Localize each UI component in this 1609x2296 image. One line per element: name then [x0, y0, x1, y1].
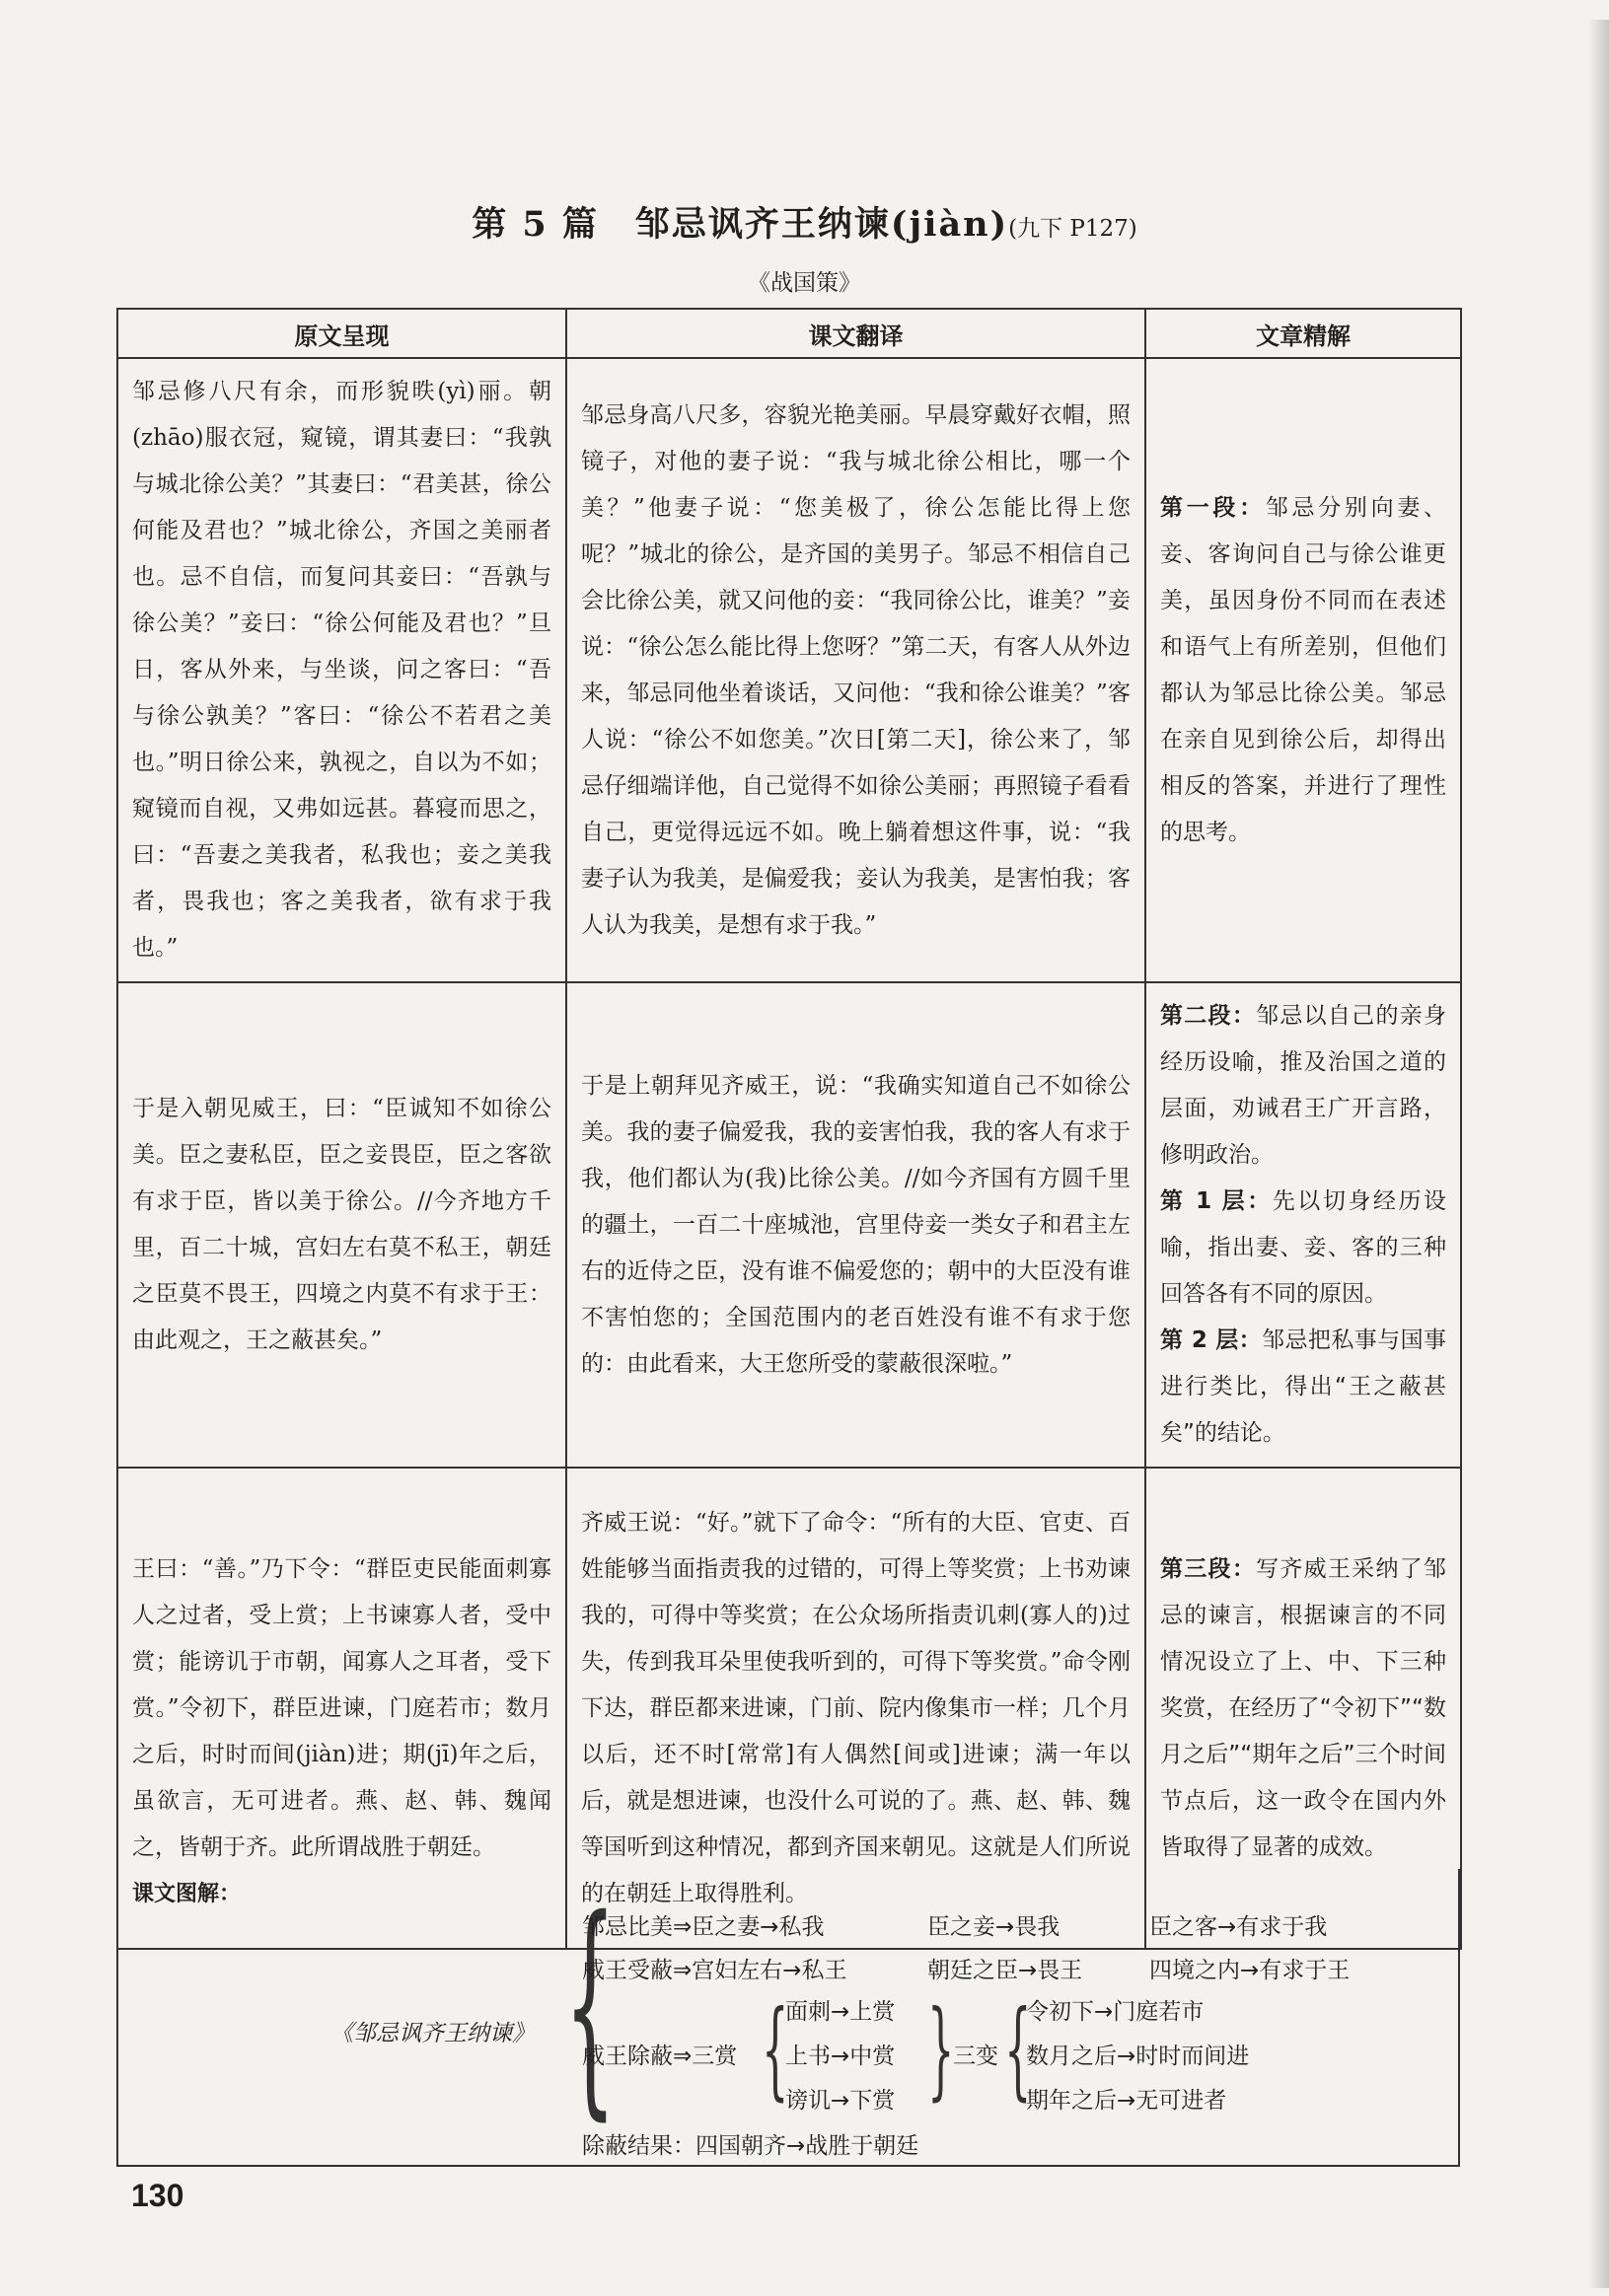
page-edge-shadow [1587, 20, 1609, 2288]
changes-brace-icon: { [1004, 1988, 1032, 2112]
analysis-text: 邹忌分别向妻、妾、客询问自己与徐公谁更美，虽因身份不同而在表述和语气上有所差别，但他们都认为邹忌比徐公美。邹忌在亲自见到徐公后，却得出相反的答案，并进行了理性的思考。 [1160, 494, 1447, 845]
table-row [117, 358, 1461, 982]
analysis-label-layer1: 第 1 层： [1160, 1188, 1273, 1214]
text-diagram [116, 1869, 1460, 2167]
rewards-brace-icon: { [762, 1988, 789, 2112]
column-header-analysis: 文章精解 [1145, 309, 1461, 358]
table-header-row [117, 309, 1461, 358]
change-item: 期年之后→无可进者 [1026, 2088, 1227, 2114]
change-item: 令初下→门庭若市 [1026, 1999, 1205, 2025]
title-text: 第 5 篇 邹忌讽齐王纳谏(jiàn) [472, 204, 1009, 245]
translation-cell: 邹忌身高八尺多，容貌光艳美丽。早晨穿戴好衣帽，照镜子，对他的妻子说：“我与城北徐公相比，哪一个美？”他妻子说：“您美极了，徐公怎能比得上您呢？”城北的徐公，是齐国的美男子。邹忌不相信自己会比徐公美，就又问他的妾：“我同徐公比，谁美？”妾说：“徐公怎么能比得上您呀？”第二天，有客人从外边来，邹忌同他坐着谈话，又问他：“我和徐公谁美？”客人说：“徐公不如您美。”次日[第二天]，徐公来了，邹忌仔细端详他，自己觉得不如徐公美丽；再照镜子看看自己，更觉得远远不如。晚上躺着想这件事，说：“我妻子认为我美，是偏爱我；妾认为我美，是害怕我；客人认为我美，是想有求于我。” [566, 358, 1145, 982]
deceived-node-realm: 四境之内→有求于王 [1149, 1958, 1351, 1983]
source-label: 《战国策》 [748, 270, 861, 296]
diagram-label: 课文图解： [132, 1882, 242, 1906]
deceived-node-court: 朝廷之臣→畏王 [927, 1958, 1083, 1983]
rewards-close-brace-icon: } [927, 1988, 955, 2112]
analysis-label: 第一段： [1160, 494, 1266, 521]
deceived-node-palace: 威王受蔽⇒宫妇左右→私王 [582, 1958, 847, 1983]
original-text-cell: 于是入朝见威王，曰：“臣诚知不如徐公美。臣之妻私臣，臣之妾畏臣，臣之客欲有求于臣，皆以美于徐公。//今齐地方千里，百二十城，宫妇左右莫不私王，朝廷之臣莫不畏王，四境之内莫不有求于王：由此观之，王之蔽甚矣。” [117, 982, 566, 1468]
page-title [0, 197, 1609, 247]
analysis-cell [1145, 358, 1461, 982]
page-number: 130 [131, 2178, 184, 2213]
original-text-cell: 邹忌修八尺有余，而形貌昳(yì)丽。朝(zhāo)服衣冠，窥镜，谓其妻曰：“我孰与城北徐公美？”其妻曰：“君美甚，徐公何能及君也？”城北徐公，齐国之美丽者也。忌不自信，而复问其妾曰：“吾孰与徐公美？”妾曰：“徐公何能及君也？”旦日，客从外来，与坐谈，问之客曰：“吾与徐公孰美？”客曰：“徐公不若君之美也。”明日徐公来，孰视之，自以为不如；窥镜而自视，又弗如远甚。暮寝而思之，曰：“吾妻之美我者，私我也；妾之美我者，畏我也；客之美我者，欲有求于我也。” [117, 358, 566, 982]
translation-cell: 齐威王说：“好。”就下了命令：“所有的大臣、官吏、百姓能够当面指责我的过错的，可得上等奖赏；上书劝谏我的，可得中等奖赏；在公众场所指责讥刺(寡人的)过失，传到我耳朵里使我听到的，可得下等奖赏。”命令刚下达，群臣都来进谏，门前、院内像集市一样；几个月以后，还不时[常常]有人偶然[间或]进谏；满一年以后，就是想进谏，也没什么可说的了。燕、赵、韩、魏等国听到这种情况，都到齐国来朝见。这就是人们所说的在朝廷上取得胜利。 [566, 1468, 1145, 1949]
analysis-text: 邹忌以自己的亲身经历设喻，推及治国之道的层面，劝诫君王广开言路，修明政治。 [1160, 1003, 1447, 1168]
diagram-root: 《邹忌讽齐王纳谏》 [330, 2021, 535, 2046]
analysis-label: 第二段： [1160, 1003, 1257, 1029]
original-text-cell: 王曰：“善。”乃下令：“群臣吏民能面刺寡人之过者，受上赏；上书谏寡人者，受中赏；能谤讥于市朝，闻寡人之耳者，受下赏。”令初下，群臣进谏，门庭若市；数月之后，时时而间(jiàn)进；期(jī)年之后，虽欲言，无可进者。燕、赵、韩、魏闻之，皆朝于齐。此所谓战胜于朝廷。 [117, 1468, 566, 1949]
analysis-label: 第三段： [1160, 1555, 1257, 1582]
result-node: 除蔽结果：四国朝齐→战胜于朝廷 [582, 2133, 919, 2159]
text-table [116, 308, 1462, 1950]
compare-node-concubine: 臣之妾→畏我 [927, 1914, 1060, 1940]
root-brace-icon: { [564, 1869, 617, 2140]
three-changes-node: 三变 [953, 2044, 998, 2069]
title-reference: (九下 P127) [1008, 216, 1137, 242]
analysis-text-layer2: 邹忌把私事与国事进行类比，得出“王之蔽甚矣”的结论。 [1160, 1327, 1446, 1446]
analysis-cell [1145, 982, 1461, 1468]
column-header-translation: 课文翻译 [566, 309, 1145, 358]
column-header-original: 原文呈现 [117, 309, 566, 358]
reward-item: 上书→中赏 [785, 2044, 896, 2069]
translation-cell: 于是上朝拜见齐威王，说：“我确实知道自己不如徐公美。我的妻子偏爱我，我的妾害怕我，我的客人有求于我，他们都认为(我)比徐公美。//如今齐国有方圆千里的疆土，一百二十座城池，宫里侍妾一类女子和君主左右的近侍之臣，没有谁不偏爱您的；朝中的大臣没有谁不害怕您的；全国范围内的老百姓没有谁不有求于您的：由此看来，大王您所受的蒙蔽很深啦。” [566, 982, 1145, 1468]
change-item: 数月之后→时时而间进 [1026, 2044, 1250, 2069]
analysis-text-layer1: 先以切身经历设喻，指出妻、妾、客的三种回答各有不同的原因。 [1160, 1188, 1446, 1307]
reward-item: 谤讥→下赏 [785, 2088, 896, 2114]
table-row [117, 982, 1461, 1468]
analysis-text: 写齐威王采纳了邹忌的谏言，根据谏言的不同情况设立了上、中、下三种奖赏，在经历了“令初下”“数月之后”“期年之后”三个时间节点后，这一政令在国内外皆取得了显著的成效。 [1160, 1555, 1447, 1860]
remove-deception-node: 威王除蔽⇒三赏 [582, 2044, 738, 2069]
compare-node-wife: 邹忌比美⇒臣之妻→私我 [582, 1914, 825, 1940]
analysis-label-layer2: 第 2 层： [1160, 1327, 1263, 1353]
compare-node-guest: 臣之客→有求于我 [1149, 1914, 1328, 1940]
reward-item: 面刺→上赏 [785, 1999, 896, 2025]
